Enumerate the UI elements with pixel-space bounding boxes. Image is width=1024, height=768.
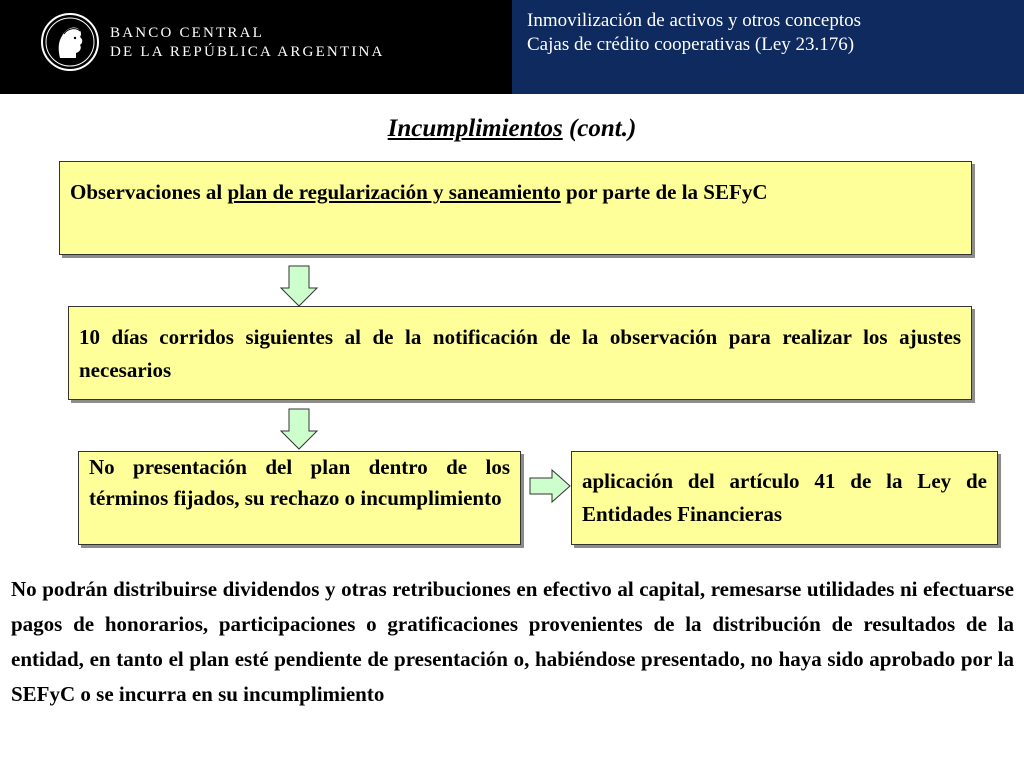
slide-title [0,115,1024,143]
header-title [527,9,861,57]
box3-text: No presentación del plan dentro de los términos fijados, su rechazo o incumplimiento [89,455,510,510]
slide-title-suffix: (cont.) [562,115,637,142]
box1-underlined-text: plan de regularización y saneamiento [227,180,561,204]
right-arrow-icon [528,468,572,504]
bank-name [110,24,385,62]
down-arrow-icon [279,265,319,308]
header-title-line2: Cajas de crédito cooperativas (Ley 23.176) [527,34,855,55]
footer-paragraph: No podrán distribuirse dividendos y otras retribuciones en efectivo al capital, remesarse utilidades ni efectuarse pagos de honorarios, participaciones o gratificaciones provenientes de la distribución de resultados de la entidad, en tanto el plan esté pendiente de presentación o, habiéndose presentado, no haya sido aprobado por la SEFyC o se incurra en su incumplimiento [11,577,1014,706]
box1-text-after: por parte de la SEFyC [560,180,768,204]
bank-name-line2: DE LA REPÚBLICA ARGENTINA [110,44,385,60]
effigy-seal-icon [40,12,100,72]
flow-box-observaciones [59,161,972,255]
bank-name-line1: BANCO CENTRAL [110,25,265,41]
flow-box-plazo [68,306,972,400]
header-title-line1: Inmovilización de activos y otros conceptos [527,10,861,31]
down-arrow-icon [279,408,319,451]
box1-text-before: Observaciones al [70,180,228,204]
flow-box-articulo-41 [571,451,998,545]
slide-title-main: Incumplimientos [387,115,563,142]
header-brand-panel [0,0,512,94]
flow-box-no-presentacion [78,451,521,545]
box4-text: aplicación del artículo 41 de la Ley de Entidades Financieras [582,469,987,526]
box2-text: 10 días corridos siguientes al de la notificación de la observación para realizar los ajustes necesarios [79,325,961,382]
